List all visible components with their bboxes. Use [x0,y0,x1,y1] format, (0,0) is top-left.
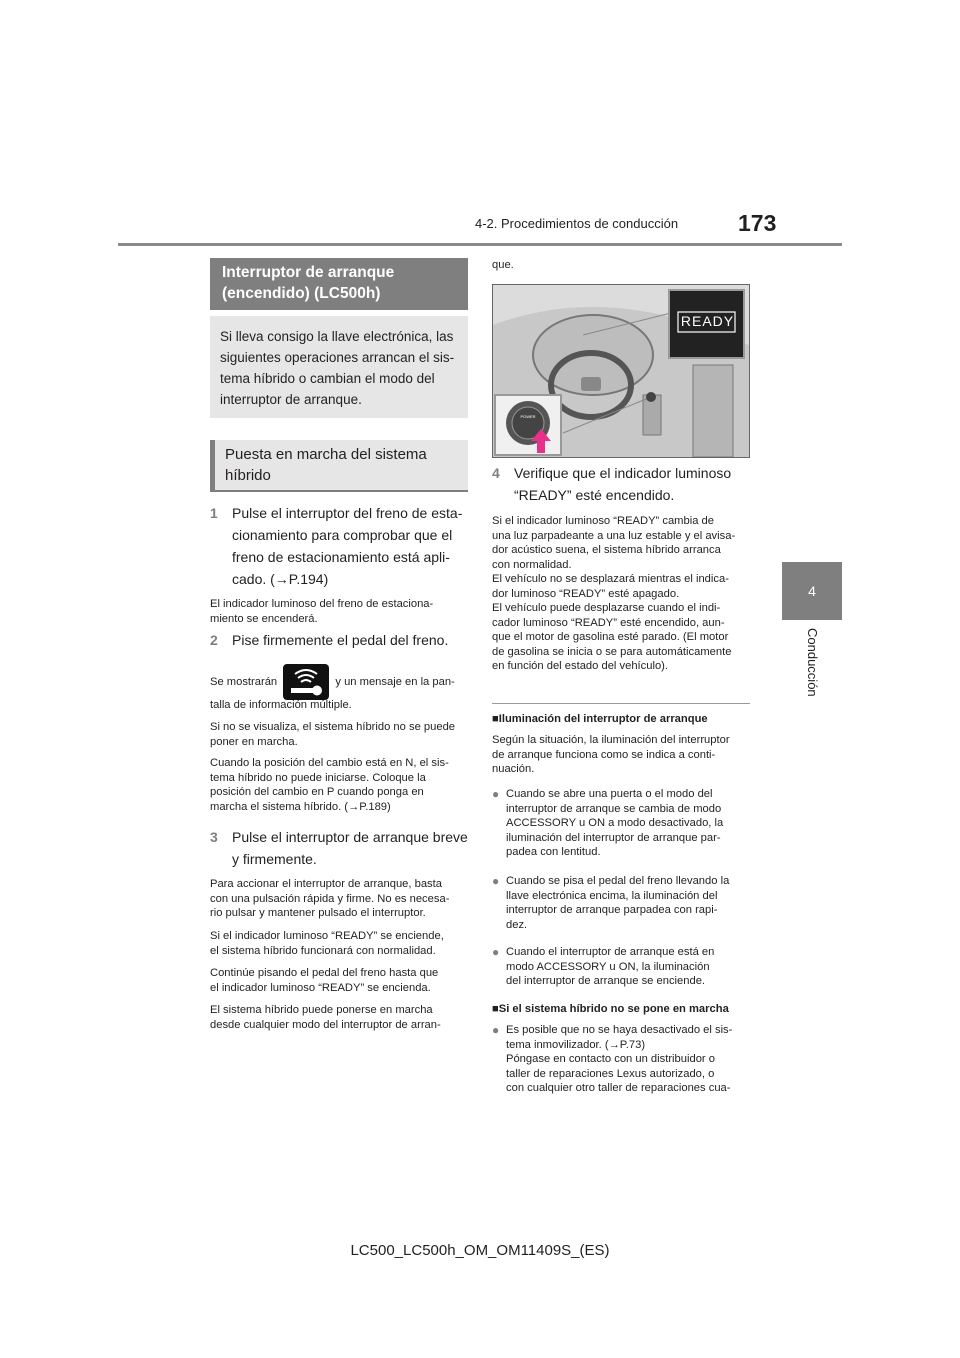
ready-indicator-label: READY [680,313,735,329]
step-text: “READY” esté encendido. [514,487,675,503]
note-line: El indicador luminoso del freno de estaciona- [210,598,434,610]
subsection-title: Puesta en marcha del sistema híbrido [210,440,468,492]
note-line: dor luminoso “READY” esté apagado. [492,587,680,600]
step-text: freno de estacionamiento está apli- [232,549,450,565]
step-number: 4 [492,465,500,481]
step-text: cado. (→P.194) [232,571,329,587]
section-box-body: Si lleva consigo la llave electrónica, las siguientes operaciones arrancan el sis-tema híbrido o cambian el modo del interruptor de arranque. [210,316,468,418]
step-4 [492,462,752,508]
step-text: cionamiento para comprobar que el [232,527,453,543]
bullet-line: interruptor de arranque se cambia de modo [506,802,722,815]
note-line: Según la situación, la iluminación del interruptor [492,734,730,746]
note-line: una luz parpadeante a una luz estable y el avisa- [492,529,736,542]
bullet-line: Cuando el interruptor de arranque está en [506,946,715,958]
step-number: 1 [210,505,218,521]
note-line: Si el indicador luminoso “READY” se enciende, [210,930,444,942]
bullet-line: iluminación del interruptor de arranque par- [506,831,721,844]
step-number: 3 [210,829,218,845]
note [210,756,470,814]
bullet-item [492,787,750,860]
bullet-icon: ● [492,787,500,801]
note [492,733,750,777]
step-1 [210,502,470,592]
note [210,966,470,995]
note-line: Para accionar el interruptor de arranque, basta [210,878,442,890]
bullet-line: padea con lentitud. [506,846,601,858]
continued-text: que. [492,259,514,271]
dashboard-illustration [492,284,750,458]
note-line: El vehículo no se desplazará mientras el indica- [492,573,729,585]
step-3 [210,826,470,872]
key-warning-icon [283,664,329,700]
note-line: con una pulsación rápida y firme. No es necesa- [210,892,450,905]
bullet-line: llave electrónica encima, la iluminación del [506,889,718,902]
note [210,877,470,921]
step-text: Pise firmemente el pedal del freno. [232,632,449,648]
note-line: Si no se visualiza, el sistema híbrido no se puede [210,721,456,733]
bullet-line: ACCESSORY u ON a modo desactivado, la [506,817,724,829]
note-line: El vehículo puede desplazarse cuando el indi- [492,602,721,614]
step-number: 2 [210,632,218,648]
note-line: en función del estado del vehículo). [492,660,669,672]
note-line: miento se encenderá. [210,612,318,625]
section-title: 4-2. Procedimientos de conducción [475,216,679,231]
note-line: rio pulsar y mantener pulsado el interruptor. [210,907,426,919]
bullet-line: Cuando se pisa el pedal del freno llevando la [506,875,730,887]
bullet-icon: ● [492,874,500,888]
bullet-icon: ● [492,1023,500,1037]
note-line: talla de información múltiple. [210,699,352,711]
divider [492,703,750,704]
note [210,1003,470,1032]
note-line: El sistema híbrido puede ponerse en marcha [210,1004,433,1016]
bullet-line: modo ACCESSORY u ON, la iluminación [506,960,710,973]
note [210,597,470,626]
step-text: Pulse el interruptor de arranque breve [232,829,468,845]
note-line: Si el indicador luminoso “READY” cambia de [492,515,714,527]
note-line: Cuando la posición del cambio está en N, el sis- [210,757,449,769]
note [210,929,470,958]
bullet-line: Póngase en contacto con un distribuidor o [506,1053,715,1065]
header-rule [118,243,842,246]
note [492,514,750,674]
note-line: tema híbrido no puede iniciarse. Coloque la [210,771,426,784]
chapter-label [782,628,842,708]
notes-heading: ■Iluminación del interruptor de arranque [492,713,708,725]
note-line: posición del cambio en P cuando ponga en [210,786,424,798]
chapter-tab [782,562,842,620]
power-button-label: POWER [520,414,536,419]
chapter-number: 4 [808,583,816,599]
note-line: de gasolina se inicia o se para automáticamente [492,645,732,658]
note-line: que el motor de gasolina esté parado. (El motor [492,631,729,643]
note-line: cador luminoso “READY” esté encendido, aun- [492,616,725,629]
step-2 [210,629,470,653]
note-line: Continúe pisando el pedal del freno hasta que [210,967,439,979]
note-line: marcha el sistema híbrido. (→P.189) [210,800,391,813]
page-number: 173 [738,210,777,236]
note-line: Se mostrarán [210,675,278,688]
bullet-item [492,874,750,932]
note-line: dor acústico suena, el sistema híbrido arranca [492,544,721,556]
bullet-line: tema inmovilizador. (→P.73) [506,1038,646,1051]
bullet-line: Cuando se abre una puerta o el modo del [506,788,713,800]
bullet-line: del interruptor de arranque se enciende. [506,975,706,987]
step-text: y firmemente. [232,851,317,867]
note-line: y un mensaje en la pan- [335,675,455,688]
note-line: de arranque funciona como se indica a conti- [492,748,716,761]
bullet-item [492,945,750,989]
section-box-title: Interruptor de arranque (encendido) (LC500h) [210,258,468,310]
note-line: poner en marcha. [210,735,298,748]
note [210,720,470,749]
note-line: el indicador luminoso “READY” se encienda. [210,981,431,994]
bullet-item [492,1023,750,1096]
note-line: el sistema híbrido funcionará con normalidad. [210,944,436,957]
note-line: nuación. [492,763,535,775]
bullet-icon: ● [492,945,500,959]
step-text: Verifique que el indicador luminoso [514,465,732,481]
note-line: desde cualquier modo del interruptor de arran- [210,1018,441,1031]
bullet-line: taller de reparaciones Lexus autorizado, o [506,1067,715,1080]
bullet-line: interruptor de arranque parpadea con rapi- [506,904,718,916]
chapter-label-text: Conducción [805,628,820,697]
notes-heading: ■Si el sistema híbrido no se pone en marcha [492,1003,729,1015]
document-code: LC500_LC500h_OM_OM11409S_(ES) [350,1242,610,1259]
bullet-line: con cualquier otro taller de reparaciones cua- [506,1082,731,1094]
step-text: Pulse el interruptor del freno de esta- [232,505,463,521]
bullet-line: Es posible que no se haya desactivado el sis- [506,1024,733,1036]
note-line: con normalidad. [492,558,572,571]
bullet-line: dez. [506,918,528,931]
